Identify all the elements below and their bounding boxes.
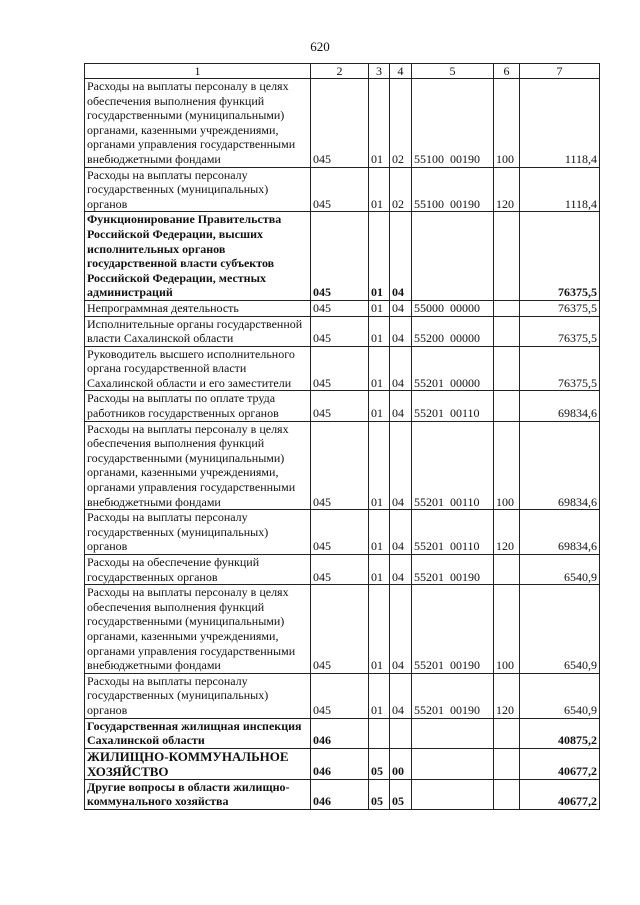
table-row xyxy=(85,316,600,346)
header-cell: 3 xyxy=(369,64,390,79)
amount-cell: 69834,6 xyxy=(520,391,600,421)
section-code-cell: 01 xyxy=(369,391,390,421)
section-code-cell: 05 xyxy=(369,748,390,779)
table-row xyxy=(85,585,600,674)
ministry-code-cell: 046 xyxy=(311,748,369,779)
expense-type-cell: 100 xyxy=(494,421,520,510)
section-code-cell xyxy=(369,718,390,748)
target-article-cell: 55000 00000 xyxy=(412,300,494,316)
expense-type-cell xyxy=(494,391,520,421)
table-row xyxy=(85,79,600,168)
target-article-cell: 55201 00000 xyxy=(412,346,494,391)
table-row xyxy=(85,421,600,510)
target-article-cell: 55201 00190 xyxy=(412,555,494,585)
row-name-cell: Расходы на выплаты персоналу государственных (муниципальных) органов xyxy=(85,167,311,212)
table-row xyxy=(85,779,600,809)
ministry-code-cell: 045 xyxy=(311,421,369,510)
row-name-cell: Другие вопросы в области жилищно-коммунального хозяйства xyxy=(85,779,311,809)
amount-cell: 69834,6 xyxy=(520,421,600,510)
ministry-code-cell: 045 xyxy=(311,510,369,555)
amount-cell: 76375,5 xyxy=(520,346,600,391)
target-article-cell xyxy=(412,212,494,301)
subsection-code-cell: 04 xyxy=(390,212,412,301)
target-article-cell xyxy=(412,748,494,779)
row-name-cell: Расходы на выплаты персоналу государственных (муниципальных) органов xyxy=(85,510,311,555)
target-article-cell: 55201 00190 xyxy=(412,673,494,718)
row-name-cell: Функционирование Правительства Российской Федерации, высших исполнительных органов государственной власти субъектов Российской Федерации, местных администраций xyxy=(85,212,311,301)
expense-type-cell: 120 xyxy=(494,167,520,212)
subsection-code-cell: 04 xyxy=(390,316,412,346)
section-code-cell: 01 xyxy=(369,346,390,391)
amount-cell: 6540,9 xyxy=(520,555,600,585)
section-code-cell: 01 xyxy=(369,555,390,585)
amount-cell: 1118,4 xyxy=(520,167,600,212)
expense-type-cell xyxy=(494,212,520,301)
table-row xyxy=(85,212,600,301)
table-row xyxy=(85,555,600,585)
target-article-cell xyxy=(412,779,494,809)
row-name-cell: Государственная жилищная инспекция Сахалинской области xyxy=(85,718,311,748)
expense-type-cell xyxy=(494,316,520,346)
header-cell: 7 xyxy=(520,64,600,79)
ministry-code-cell: 045 xyxy=(311,316,369,346)
amount-cell: 76375,5 xyxy=(520,300,600,316)
header-cell: 1 xyxy=(85,64,311,79)
subsection-code-cell: 04 xyxy=(390,673,412,718)
header-cell: 5 xyxy=(412,64,494,79)
subsection-code-cell: 04 xyxy=(390,510,412,555)
ministry-code-cell: 045 xyxy=(311,585,369,674)
amount-cell: 6540,9 xyxy=(520,673,600,718)
row-name-cell: Исполнительные органы государственной власти Сахалинской области xyxy=(85,316,311,346)
amount-cell: 6540,9 xyxy=(520,585,600,674)
row-name-cell: Руководитель высшего исполнительного органа государственной власти Сахалинской области и его заместители xyxy=(85,346,311,391)
expense-type-cell xyxy=(494,748,520,779)
section-code-cell: 01 xyxy=(369,673,390,718)
row-name-cell: Расходы на выплаты персоналу в целях обеспечения выполнения функций государственными (муниципальными) органами, казенными учреждениями, органами управления государственными внебюджетными фондами xyxy=(85,421,311,510)
ministry-code-cell: 045 xyxy=(311,300,369,316)
expense-type-cell xyxy=(494,346,520,391)
target-article-cell: 55201 00110 xyxy=(412,510,494,555)
table-row xyxy=(85,346,600,391)
row-name-cell: Расходы на выплаты по оплате труда работников государственных органов xyxy=(85,391,311,421)
section-code-cell: 01 xyxy=(369,510,390,555)
table-row xyxy=(85,748,600,779)
amount-cell: 40677,2 xyxy=(520,779,600,809)
table-row xyxy=(85,718,600,748)
expense-type-cell xyxy=(494,300,520,316)
subsection-code-cell: 04 xyxy=(390,421,412,510)
section-code-cell: 01 xyxy=(369,316,390,346)
budget-table xyxy=(84,63,600,810)
row-name-cell: Расходы на выплаты персоналу в целях обеспечения выполнения функций государственными (муниципальными) органами, казенными учреждениями, органами управления государственными внебюджетными фондами xyxy=(85,585,311,674)
ministry-code-cell: 045 xyxy=(311,167,369,212)
subsection-code-cell: 04 xyxy=(390,555,412,585)
ministry-code-cell: 045 xyxy=(311,212,369,301)
amount-cell: 76375,5 xyxy=(520,212,600,301)
subsection-code-cell: 04 xyxy=(390,300,412,316)
expense-type-cell xyxy=(494,555,520,585)
table-row xyxy=(85,673,600,718)
ministry-code-cell: 045 xyxy=(311,391,369,421)
section-code-cell: 01 xyxy=(369,212,390,301)
table-row xyxy=(85,167,600,212)
target-article-cell xyxy=(412,718,494,748)
section-code-cell: 01 xyxy=(369,300,390,316)
page-number: 620 xyxy=(310,39,330,54)
row-name-cell: Расходы на выплаты персоналу в целях обеспечения выполнения функций государственными (муниципальными) органами, казенными учреждениями, органами управления государственными внебюджетными фондами xyxy=(85,79,311,168)
target-article-cell: 55100 00190 xyxy=(412,167,494,212)
amount-cell: 1118,4 xyxy=(520,79,600,168)
header-cell: 6 xyxy=(494,64,520,79)
table-row xyxy=(85,510,600,555)
subsection-code-cell: 04 xyxy=(390,391,412,421)
row-name-cell: ЖИЛИЩНО-КОММУНАЛЬНОЕ ХОЗЯЙСТВО xyxy=(85,748,311,779)
ministry-code-cell: 046 xyxy=(311,779,369,809)
header-cell: 4 xyxy=(390,64,412,79)
row-name-cell: Расходы на выплаты персоналу государственных (муниципальных) органов xyxy=(85,673,311,718)
subsection-code-cell: 02 xyxy=(390,79,412,168)
section-code-cell: 01 xyxy=(369,79,390,168)
section-code-cell: 01 xyxy=(369,585,390,674)
target-article-cell: 55200 00000 xyxy=(412,316,494,346)
row-name-cell: Расходы на обеспечение функций государственных органов xyxy=(85,555,311,585)
section-code-cell: 05 xyxy=(369,779,390,809)
expense-type-cell: 120 xyxy=(494,510,520,555)
expense-type-cell: 100 xyxy=(494,585,520,674)
ministry-code-cell: 045 xyxy=(311,79,369,168)
subsection-code-cell xyxy=(390,718,412,748)
target-article-cell: 55201 00190 xyxy=(412,585,494,674)
ministry-code-cell: 045 xyxy=(311,346,369,391)
expense-type-cell: 100 xyxy=(494,79,520,168)
subsection-code-cell: 02 xyxy=(390,167,412,212)
expense-type-cell xyxy=(494,718,520,748)
target-article-cell: 55201 00110 xyxy=(412,421,494,510)
amount-cell: 40677,2 xyxy=(520,748,600,779)
amount-cell: 40875,2 xyxy=(520,718,600,748)
expense-type-cell: 120 xyxy=(494,673,520,718)
expense-type-cell xyxy=(494,779,520,809)
subsection-code-cell: 04 xyxy=(390,585,412,674)
amount-cell: 69834,6 xyxy=(520,510,600,555)
target-article-cell: 55201 00110 xyxy=(412,391,494,421)
table-row xyxy=(85,300,600,316)
ministry-code-cell: 046 xyxy=(311,718,369,748)
amount-cell: 76375,5 xyxy=(520,316,600,346)
ministry-code-cell: 045 xyxy=(311,673,369,718)
header-row xyxy=(85,64,600,79)
section-code-cell: 01 xyxy=(369,167,390,212)
section-code-cell: 01 xyxy=(369,421,390,510)
row-name-cell: Непрограммная деятельность xyxy=(85,300,311,316)
table-body xyxy=(85,79,600,810)
ministry-code-cell: 045 xyxy=(311,555,369,585)
subsection-code-cell: 05 xyxy=(390,779,412,809)
table-row xyxy=(85,391,600,421)
target-article-cell: 55100 00190 xyxy=(412,79,494,168)
subsection-code-cell: 00 xyxy=(390,748,412,779)
header-cell: 2 xyxy=(311,64,369,79)
subsection-code-cell: 04 xyxy=(390,346,412,391)
